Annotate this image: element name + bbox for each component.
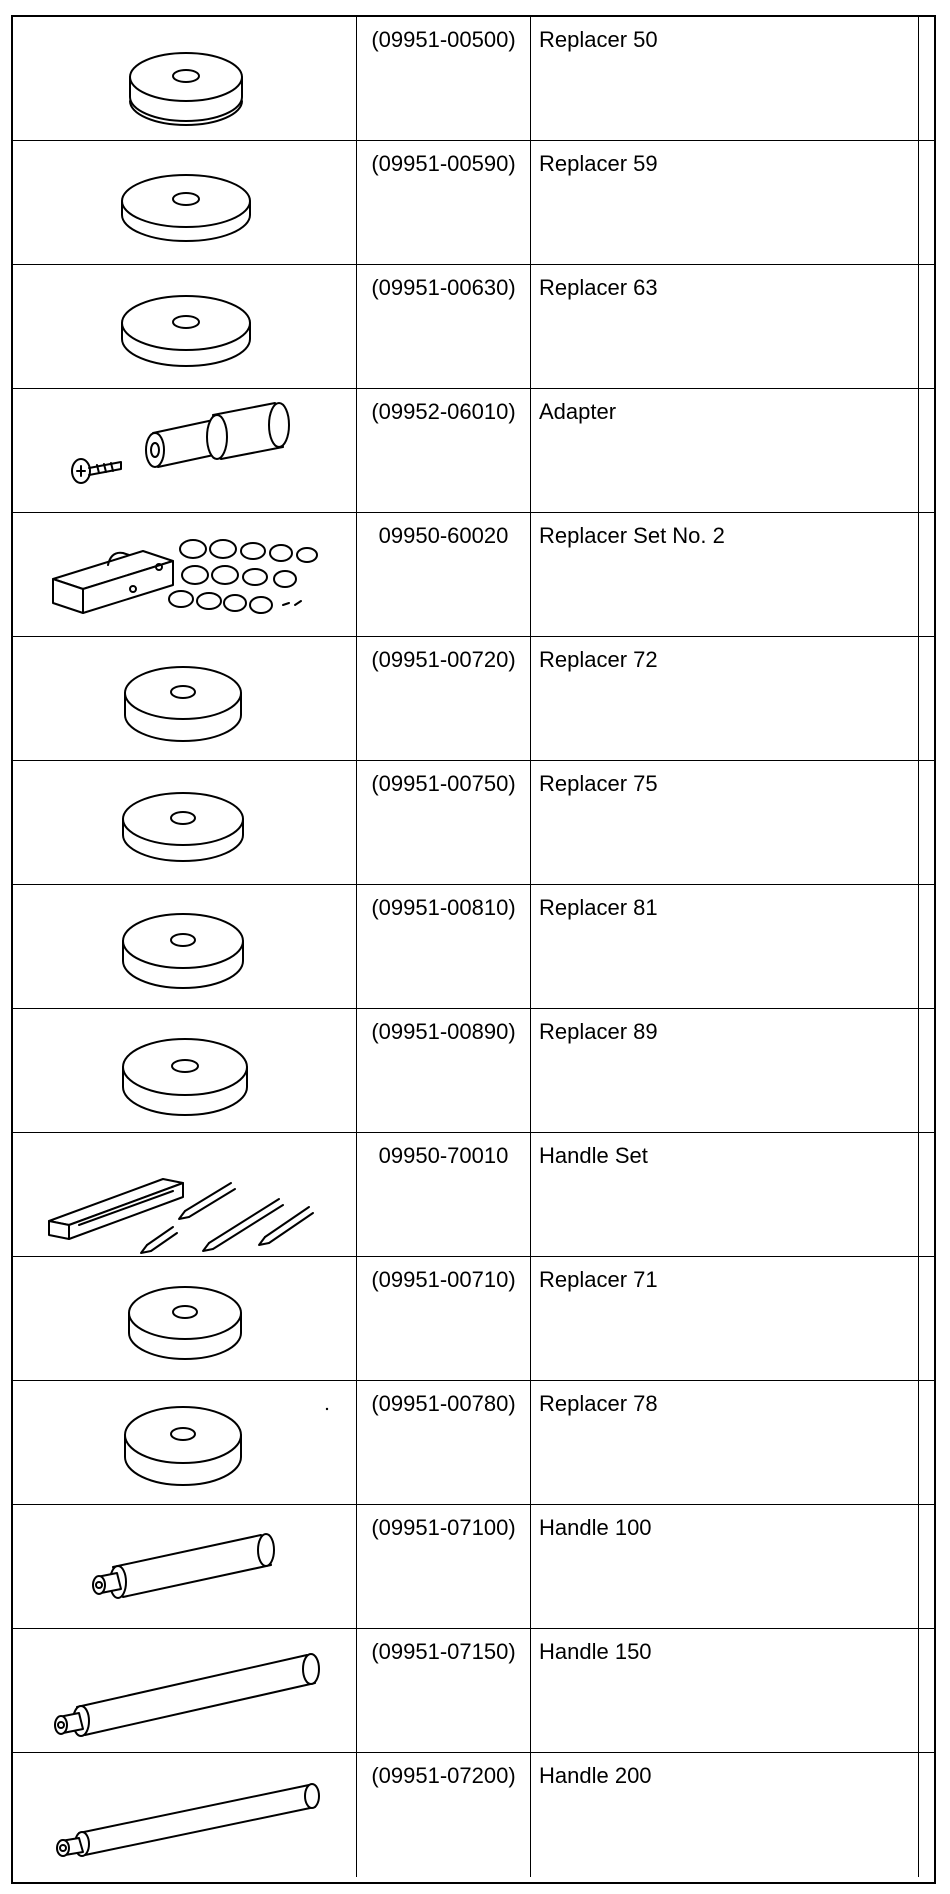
tool-name: Replacer 72 xyxy=(531,637,919,760)
tool-illustration xyxy=(13,1505,357,1628)
empty-cell xyxy=(919,17,934,140)
part-number: (09951-00500) xyxy=(357,17,531,140)
tool-name: Replacer 50 xyxy=(531,17,919,140)
table-row xyxy=(13,17,934,141)
tool-name: Replacer 63 xyxy=(531,265,919,388)
table-row xyxy=(13,1505,934,1629)
table-row xyxy=(13,1257,934,1381)
tool-name: Replacer 59 xyxy=(531,141,919,264)
table-row xyxy=(13,141,934,265)
part-number: (09951-00720) xyxy=(357,637,531,760)
table-row xyxy=(13,513,934,637)
empty-cell xyxy=(919,761,934,884)
part-number: (09951-00810) xyxy=(357,885,531,1008)
part-number: 09950-70010 xyxy=(357,1133,531,1256)
tool-name: Handle 150 xyxy=(531,1629,919,1752)
tool-illustration xyxy=(13,761,357,884)
tool-illustration xyxy=(13,1257,357,1380)
disc-replacer-icon xyxy=(13,1257,357,1381)
handle-set-icon xyxy=(13,1133,357,1257)
tool-illustration xyxy=(13,265,357,388)
table-row xyxy=(13,1009,934,1133)
empty-cell xyxy=(919,1753,934,1877)
disc-replacer-icon xyxy=(13,761,357,885)
tool-name: Handle 100 xyxy=(531,1505,919,1628)
table-row xyxy=(13,1753,934,1877)
part-number: (09951-00590) xyxy=(357,141,531,264)
handle-icon xyxy=(13,1753,357,1877)
table-row xyxy=(13,1133,934,1257)
tool-illustration xyxy=(13,17,357,140)
part-number: 09950-60020 xyxy=(357,513,531,636)
adapter-icon xyxy=(13,389,357,513)
disc-replacer-icon xyxy=(13,637,357,761)
disc-replacer-icon xyxy=(13,17,357,141)
empty-cell xyxy=(919,513,934,636)
part-number: (09952-06010) xyxy=(357,389,531,512)
tool-name: Replacer 81 xyxy=(531,885,919,1008)
empty-cell xyxy=(919,885,934,1008)
part-number: (09951-07100) xyxy=(357,1505,531,1628)
part-number: (09951-00890) xyxy=(357,1009,531,1132)
table-row xyxy=(13,637,934,761)
disc-replacer-icon xyxy=(13,885,357,1009)
part-number: (09951-00630) xyxy=(357,265,531,388)
table-row xyxy=(13,389,934,513)
empty-cell xyxy=(919,1257,934,1380)
tool-illustration xyxy=(13,513,357,636)
tool-name: Replacer 89 xyxy=(531,1009,919,1132)
tool-illustration xyxy=(13,1009,357,1132)
empty-cell xyxy=(919,265,934,388)
tool-illustration xyxy=(13,637,357,760)
tool-illustration xyxy=(13,1133,357,1256)
handle-icon xyxy=(13,1505,357,1629)
table-row xyxy=(13,1381,934,1505)
tool-name: Adapter xyxy=(531,389,919,512)
disc-replacer-icon xyxy=(13,141,357,265)
part-number: (09951-07150) xyxy=(357,1629,531,1752)
table-row xyxy=(13,761,934,885)
disc-replacer-icon xyxy=(13,1009,357,1133)
disc-replacer-icon xyxy=(13,265,357,389)
tool-illustration xyxy=(13,1753,357,1877)
tool-name: Replacer 75 xyxy=(531,761,919,884)
tool-name: Replacer Set No. 2 xyxy=(531,513,919,636)
replacer-set-icon xyxy=(13,513,357,637)
tool-illustration xyxy=(13,389,357,512)
tool-name: Handle Set xyxy=(531,1133,919,1256)
tool-table xyxy=(11,15,936,1884)
tool-illustration xyxy=(13,1629,357,1752)
empty-cell xyxy=(919,389,934,512)
part-number: (09951-00750) xyxy=(357,761,531,884)
empty-cell xyxy=(919,1505,934,1628)
part-number: (09951-00710) xyxy=(357,1257,531,1380)
empty-cell xyxy=(919,1381,934,1504)
table-row xyxy=(13,885,934,1009)
tool-illustration xyxy=(13,1381,357,1504)
tool-name: Handle 200 xyxy=(531,1753,919,1877)
handle-icon xyxy=(13,1629,357,1753)
tool-name: Replacer 78 xyxy=(531,1381,919,1504)
empty-cell xyxy=(919,1133,934,1256)
tool-illustration xyxy=(13,141,357,264)
part-number: (09951-07200) xyxy=(357,1753,531,1877)
tool-illustration xyxy=(13,885,357,1008)
part-number: (09951-00780) xyxy=(357,1381,531,1504)
empty-cell xyxy=(919,1009,934,1132)
table-row xyxy=(13,265,934,389)
tool-name: Replacer 71 xyxy=(531,1257,919,1380)
table-row xyxy=(13,1629,934,1753)
empty-cell xyxy=(919,1629,934,1752)
empty-cell xyxy=(919,637,934,760)
disc-replacer-icon xyxy=(13,1381,357,1505)
empty-cell xyxy=(919,141,934,264)
